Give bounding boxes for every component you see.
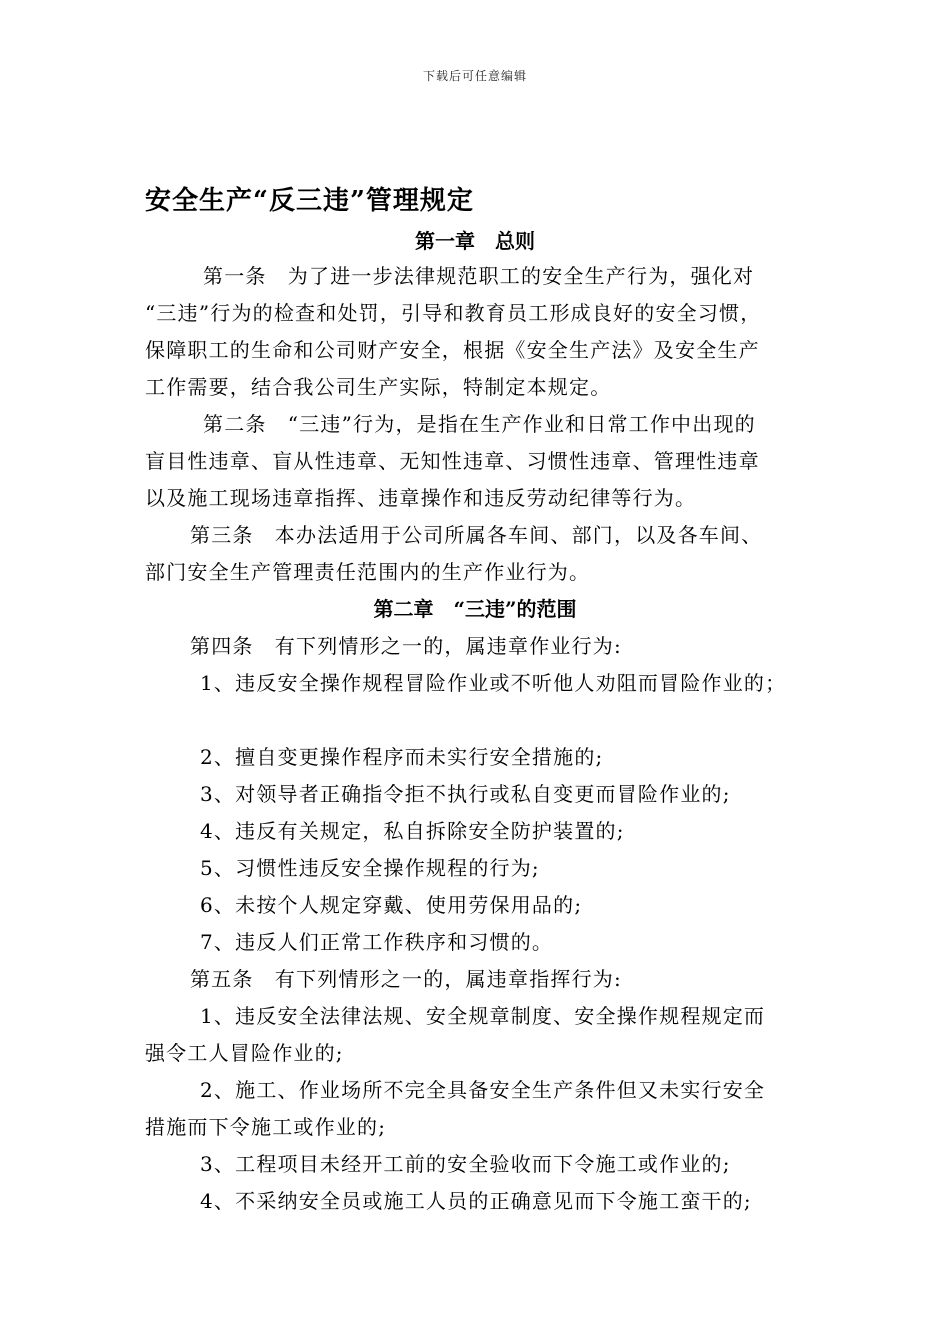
list-item: 7、违反人们正常工作秩序和习惯的。 (200, 930, 554, 954)
paragraph-line: 第五条 有下列情形之一的，属违章指挥行为: (190, 967, 622, 991)
list-item: 4、违反有关规定，私自拆除安全防护装置的; (200, 819, 625, 843)
list-item: 5、习惯性违反安全操作规程的行为; (200, 856, 540, 880)
paragraph-line: “三违”行为的检查和处罚，引导和教育员工形成良好的安全习惯， (145, 301, 762, 325)
list-item: 3、对领导者正确指令拒不执行或私自变更而冒险作业的; (200, 782, 731, 806)
header-note: 下载后可任意编辑 (422, 69, 527, 83)
document-title: 安全生产“反三违”管理规定 (145, 186, 474, 216)
paragraph-line: 盲目性违章、盲从性违章、无知性违章、习惯性违章、管理性违章 (145, 449, 760, 473)
paragraph-line: 第三条 本办法适用于公司所属各车间、部门，以及各车间、 (190, 523, 763, 547)
paragraph-line: 工作需要，结合我公司生产实际，特制定本规定。 (145, 375, 612, 399)
chapter-heading: 第二章 “三违”的范围 (373, 597, 577, 621)
list-item: 措施而下令施工或作业的; (145, 1115, 387, 1139)
list-item: 3、工程项目未经开工前的安全验收而下令施工或作业的; (200, 1152, 731, 1176)
chapter-heading: 第一章 总则 (415, 229, 535, 253)
paragraph-line: 以及施工现场违章指挥、违章操作和违反劳动纪律等行为。 (145, 486, 697, 510)
list-item: 1、违反安全法律法规、安全规章制度、安全操作规程规定而 (200, 1004, 766, 1028)
list-item: 6、未按个人规定穿戴、使用劳保用品的; (200, 893, 583, 917)
paragraph-line: 保障职工的生命和公司财产安全，根据《安全生产法》及安全生产 (145, 338, 760, 362)
paragraph-line: 第四条 有下列情形之一的，属违章作业行为: (190, 634, 622, 658)
list-item: 2、擅自变更操作程序而未实行安全措施的; (200, 745, 604, 769)
list-item: 1、违反安全操作规程冒险作业或不听他人劝阻而冒险作业的； (200, 671, 787, 695)
list-item: 2、施工、作业场所不完全具备安全生产条件但又未实行安全 (200, 1078, 766, 1102)
paragraph-line: 部门安全生产管理责任范围内的生产作业行为。 (145, 560, 591, 584)
list-item: 强令工人冒险作业的; (145, 1041, 344, 1065)
paragraph-line: 第二条 “三违”行为，是指在生产作业和日常工作中出现的 (203, 412, 756, 436)
paragraph-line: 第一条 为了进一步法律规范职工的安全生产行为，强化对 (203, 264, 755, 288)
list-item: 4、不采纳安全员或施工人员的正确意见而下令施工蛮干的; (200, 1189, 752, 1213)
